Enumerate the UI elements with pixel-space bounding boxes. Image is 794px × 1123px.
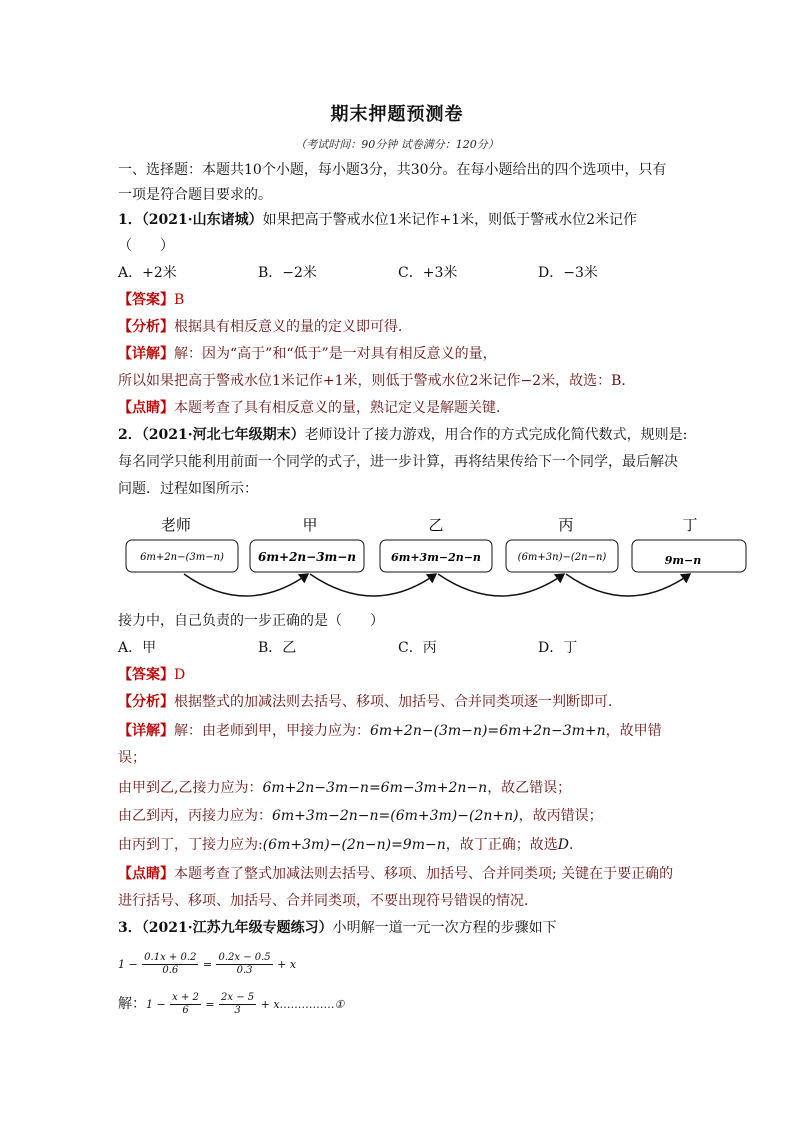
q1-detail-line2: 所以如果把高于警戒水位1米记作+1米，则低于警戒水位2米记作−2米，故选：B．	[118, 373, 636, 389]
q3-source: （2021·江苏九年级专题练习）	[141, 920, 333, 936]
q2-detail-tag: 【详解】	[118, 723, 174, 739]
q2-stem-line1	[118, 425, 687, 445]
q1-detail-tag: 【详解】	[118, 346, 174, 362]
q3-eq2-fraction-left	[170, 992, 201, 1017]
q2-detail4-pre: 由丙到丁，丁接力应为:	[118, 837, 263, 853]
q3-eq2-tail: + x……………①	[260, 998, 345, 1011]
q1-text: 如果把高于警戒水位1米记作+1米，则低于警戒水位2米记作	[262, 212, 638, 228]
diagram-label-ding: 丁	[682, 516, 698, 534]
q3-eq1-num-left: 0.1x + 0.2	[144, 951, 197, 963]
q2-detail2-math: 6m+2n−3m−n=6m−3m+2n−n	[262, 780, 488, 796]
section-instructions-line2: 一项是符合题目要求的。	[118, 187, 272, 203]
diagram-expr-ding: 9m−n	[664, 554, 702, 567]
q3-eq2-num-right: 2x − 5	[221, 991, 255, 1003]
diagram-arrow-1	[184, 574, 308, 596]
q1-paren: （ ）	[118, 238, 174, 254]
q2-stem-line2: 每名同学只能利用前面一个同学的式子，进一步计算，再将结果传给下一个同学，最后解决	[118, 454, 678, 470]
q1-analysis-text: 根据具有相反意义的量的定义即可得．	[174, 319, 412, 335]
q1-number: 1．	[118, 212, 142, 228]
q3-eq1-tail: + x	[277, 958, 297, 971]
q3-eq2-den-right: 3	[234, 1004, 241, 1016]
section-instructions-line1: 一、选择题：本题共10个小题，每小题3分，共30分。在每小题给出的四个选项中，只有	[118, 162, 667, 178]
q3-stem	[118, 918, 557, 938]
diagram-arrow-2	[310, 574, 436, 596]
q2-option-a: A．甲	[118, 640, 157, 656]
q2-detail1-post: ，故甲错	[605, 723, 662, 739]
q1-stem	[118, 210, 637, 230]
q1-answer-value: B	[174, 292, 185, 308]
q1-detail-text1: 解：因为“高于”和“低于”是一对具有相反意义的量，	[174, 346, 497, 362]
q2-detail4-end: ．	[568, 837, 583, 853]
q2-detail2-post: ，故乙错误；	[487, 780, 572, 796]
q3-equation-step1	[118, 990, 344, 1019]
q2-detail1-math: 6m+2n−(3m−n)=6m+2n−3m+n	[370, 723, 606, 739]
q2-detail2-pre: 由甲到乙,乙接力应为：	[118, 780, 263, 796]
diagram-label-bing: 丙	[558, 516, 574, 534]
q2-detail3-pre: 由乙到丙，丙接力应为：	[118, 808, 272, 824]
q2-analysis-tag: 【分析】	[118, 694, 174, 710]
q3-eq2-den-left: 6	[182, 1004, 189, 1016]
page-title: 期末押题预测卷	[330, 104, 464, 125]
q3-eq1-lead: 1 −	[118, 958, 138, 971]
q2-option-c: C．丙	[398, 640, 437, 656]
q2-detail-line2	[118, 778, 571, 798]
q3-eq2-fraction-right	[219, 992, 256, 1017]
q3-eq2-label: 解：	[118, 996, 146, 1012]
q1-option-d: D．−3米	[538, 265, 598, 281]
diagram-label-jia: 甲	[302, 516, 318, 534]
q3-eq2-lead: 1 −	[146, 998, 166, 1011]
q1-comment-text: 本题考查了具有相反意义的量，熟记定义是解题关键．	[174, 400, 510, 416]
q2-stem-line3: 问题．过程如图所示：	[118, 481, 258, 497]
q1-comment	[118, 398, 510, 418]
q2-comment-line2: 进行括号、移项、加括号、合并同类项，不要出现符号错误的情况．	[118, 893, 538, 909]
q2-detail1-pre: 解：由老师到甲，甲接力应为：	[174, 723, 370, 739]
q3-equation-original	[118, 950, 296, 979]
q3-eq1-den-left: 0.6	[162, 964, 179, 976]
q2-detail-line1-cont: 误；	[118, 750, 146, 766]
q2-question: 接力中，自己负责的一步正确的是（ ）	[118, 613, 384, 629]
q2-answer	[118, 665, 185, 685]
relay-diagram	[118, 508, 758, 612]
q1-option-a: A．+2米	[118, 265, 177, 281]
q3-eq1-fraction-left	[142, 952, 198, 977]
q2-text1: 老师设计了接力游戏，用合作的方式完成化简代数式，规则是:	[304, 427, 688, 443]
q2-comment-text1: 本题考查了整式加减法则去括号、移项、加括号、合并同类项; 关键在于要正确的	[174, 866, 674, 882]
q2-detail3-math: 6m+3m−2n−n=(6m+3m)−(2n+n)	[272, 808, 519, 824]
q3-eq1-equals: =	[202, 958, 213, 971]
q2-detail4-math: (6m+3m)−(2n−n)=9m−n	[262, 837, 446, 853]
q2-answer-tag: 【答案】	[118, 667, 174, 683]
q2-comment-line1	[118, 864, 673, 884]
q1-option-b: B．−2米	[258, 265, 317, 281]
q1-source: （2021·山东诸城）	[141, 212, 263, 228]
q2-detail-line3	[118, 806, 603, 826]
q2-option-b: B．乙	[258, 640, 297, 656]
q2-detail-line1	[118, 721, 662, 741]
diagram-expr-yi: 6m+3m−2n−n	[391, 551, 481, 564]
q3-eq2-equals: =	[205, 998, 215, 1011]
diagram-arrow-3	[438, 574, 564, 596]
q3-eq1-num-right: 0.2x − 0.5	[218, 951, 271, 963]
diagram-expr-bing: (6m+3n)−(2n−n)	[517, 552, 607, 563]
q2-detail4-post: ，故丁正确；故选	[445, 837, 558, 853]
q2-source: （2021·河北七年级期末）	[141, 427, 305, 443]
diagram-expr-jia: 6m+2n−3m−n	[257, 550, 357, 564]
q2-detail4-answer: D	[557, 837, 569, 853]
q1-analysis-tag: 【分析】	[118, 319, 174, 335]
q2-detail-line4	[118, 835, 583, 855]
exam-info: （考试时间：90分钟 试卷满分：120分）	[295, 138, 499, 151]
q3-eq1-den-right: 0.3	[236, 964, 253, 976]
q3-text: 小明解一道一元一次方程的步骤如下	[332, 920, 557, 936]
q2-comment-tag: 【点睛】	[118, 866, 174, 882]
q2-option-d: D．丁	[538, 640, 578, 656]
q2-options	[118, 638, 678, 658]
diagram-label-teacher: 老师	[160, 516, 192, 534]
diagram-label-yi: 乙	[428, 516, 444, 534]
q2-analysis-text: 根据整式的加减法则去括号、移项、加括号、合并同类项逐一判断即可．	[174, 694, 622, 710]
q1-detail-line1	[118, 344, 497, 364]
q1-comment-tag: 【点睛】	[118, 400, 174, 416]
q3-number: 3．	[118, 920, 142, 936]
q1-option-c: C．+3米	[398, 265, 458, 281]
diagram-arrow-4	[566, 574, 690, 596]
diagram-expr-teacher: 6m+2n−(3m−n)	[140, 552, 224, 563]
q2-analysis	[118, 692, 622, 712]
q2-number: 2．	[118, 427, 142, 443]
q3-eq2-num-left: x + 2	[172, 991, 199, 1003]
q1-answer	[118, 290, 184, 310]
q3-eq1-fraction-right	[216, 952, 272, 977]
q1-answer-tag: 【答案】	[118, 292, 174, 308]
q1-analysis	[118, 317, 412, 337]
q1-options	[118, 263, 678, 283]
q2-answer-value: D	[174, 667, 186, 683]
q2-detail3-post: ，故丙错误；	[518, 808, 603, 824]
